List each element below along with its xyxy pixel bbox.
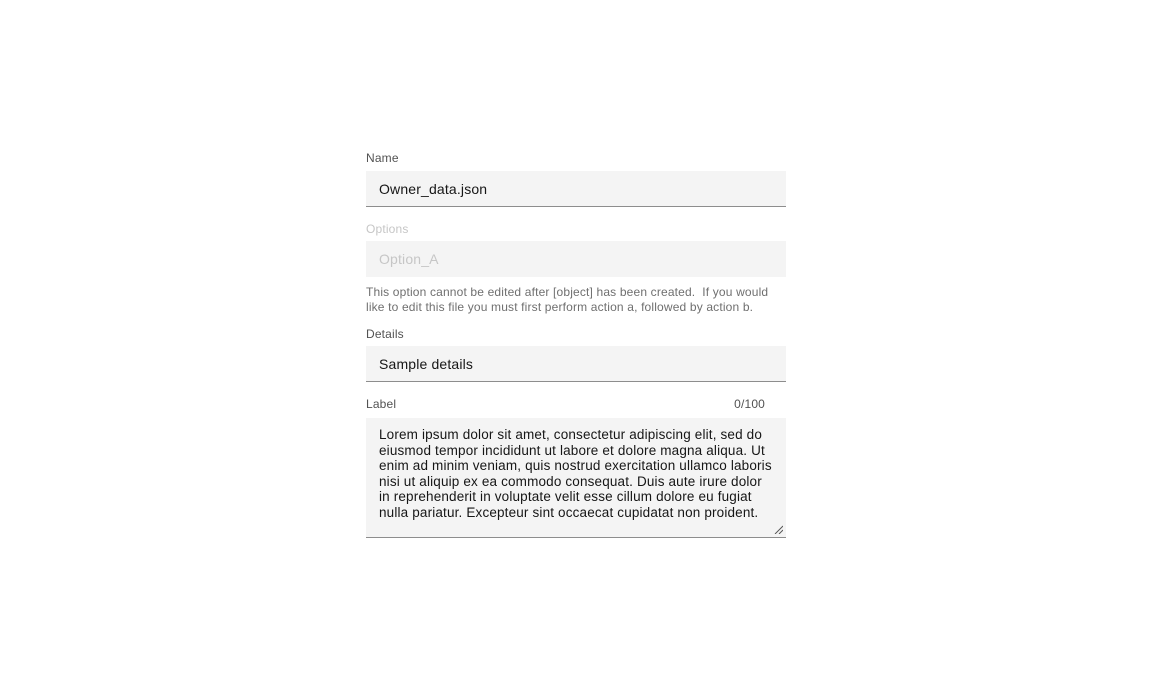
char-counter: 0/100	[734, 397, 765, 411]
details-field-group	[366, 327, 786, 382]
label-textarea[interactable]	[366, 418, 786, 538]
label-row	[366, 397, 786, 411]
details-input[interactable]	[366, 346, 786, 382]
details-label: Details	[366, 327, 404, 341]
label-label: Label	[366, 397, 397, 411]
options-field-group	[366, 222, 786, 314]
options-helper-text: This option cannot be edited after [object] has been created. If you would like to edit this file you must first perform action a, followed by action b.	[366, 285, 772, 314]
label-textarea-wrap	[366, 418, 786, 538]
resize-handle-icon[interactable]	[774, 525, 783, 534]
settings-form	[366, 0, 786, 538]
name-label: Name	[366, 151, 399, 165]
name-field-group	[366, 151, 786, 207]
options-input	[366, 241, 786, 277]
name-input[interactable]	[366, 171, 786, 207]
label-field-group	[366, 397, 786, 538]
options-label: Options	[366, 222, 409, 236]
